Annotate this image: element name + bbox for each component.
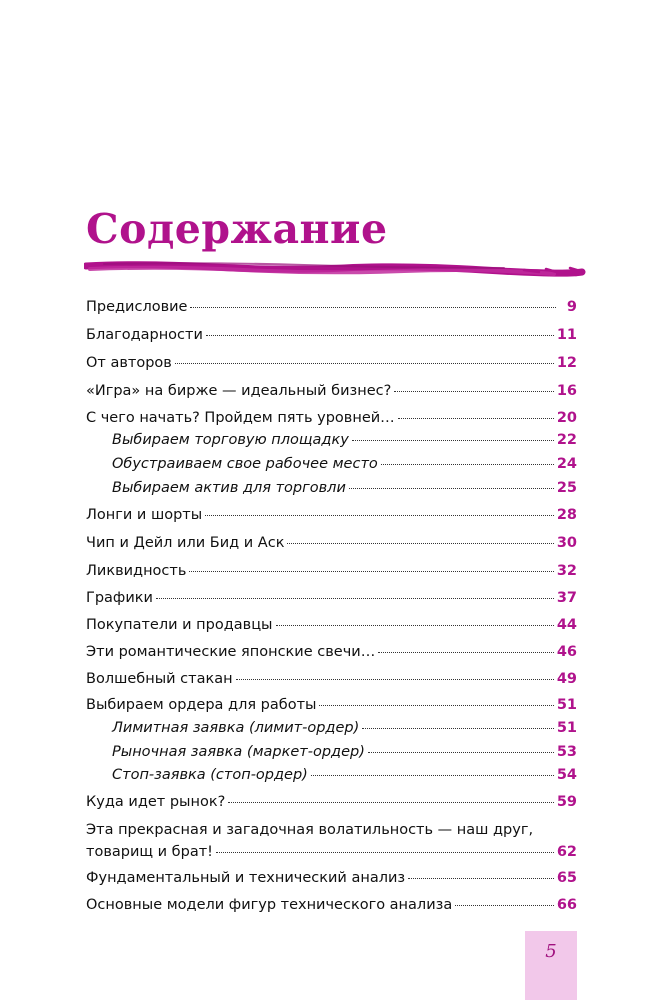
- toc-subentry[interactable]: [112, 717, 577, 739]
- toc-title: товарищ и брат!: [86, 844, 213, 860]
- toc-title: Благодарности: [86, 327, 203, 343]
- leader-dots: [190, 307, 556, 308]
- page-number: 5: [545, 941, 557, 962]
- page-number-tab: [525, 931, 577, 1000]
- toc-page: 9: [566, 299, 577, 315]
- leader-dots: [368, 752, 554, 753]
- toc-entry[interactable]: [86, 380, 577, 402]
- toc-title: Графики: [86, 590, 153, 606]
- toc-page: 16: [556, 383, 577, 399]
- leader-dots: [276, 625, 554, 626]
- toc-title: «Игра» на бирже — идеальный бизнес?: [86, 383, 392, 399]
- toc-subentry[interactable]: [112, 477, 577, 499]
- toc-subentry[interactable]: [112, 741, 577, 763]
- leader-dots: [378, 652, 554, 653]
- toc-page: 11: [556, 327, 577, 343]
- toc-title: Выбираем торговую площадку: [112, 432, 349, 448]
- toc-title: Лонги и шорты: [86, 507, 203, 523]
- page-title: Содержание: [86, 205, 388, 253]
- toc-title: Лимитная заявка (лимит-ордер): [112, 720, 360, 736]
- toc-page: 20: [556, 410, 577, 426]
- toc-title: Чип и Дейл или Бид и Аск: [86, 535, 285, 551]
- toc-entry[interactable]: [86, 532, 577, 554]
- toc-title: Основные модели фигур технического анализа: [86, 897, 453, 913]
- toc-page: 53: [556, 744, 577, 760]
- toc-title: Эти романтические японские свечи…: [86, 644, 376, 660]
- toc-page: 37: [556, 590, 577, 606]
- toc-page: 65: [556, 870, 577, 886]
- toc-page: 24: [556, 456, 577, 472]
- toc-page: 25: [556, 480, 577, 496]
- toc-page: 62: [556, 844, 577, 860]
- toc-title: Предисловие: [86, 299, 188, 315]
- toc-entry[interactable]: [86, 560, 577, 582]
- toc-entry[interactable]: [86, 587, 577, 609]
- toc-page: 51: [556, 720, 577, 736]
- leader-dots: [206, 335, 554, 336]
- leader-dots: [455, 905, 554, 906]
- leader-dots: [175, 363, 554, 364]
- toc-page: 66: [556, 897, 577, 913]
- toc-page: 46: [556, 644, 577, 660]
- toc-title: Ликвидность: [86, 563, 187, 579]
- leader-dots: [319, 705, 553, 706]
- toc-page: 32: [556, 563, 577, 579]
- toc-page: 30: [556, 535, 577, 551]
- toc-entry[interactable]: [86, 668, 577, 690]
- toc-entry[interactable]: [86, 614, 577, 636]
- toc-entry[interactable]: [86, 894, 577, 916]
- leader-dots: [189, 571, 553, 572]
- toc-title: Куда идет рынок?: [86, 794, 226, 810]
- toc-title: Покупатели и продавцы: [86, 617, 273, 633]
- toc-entry[interactable]: [86, 819, 577, 863]
- toc-entry[interactable]: [86, 407, 577, 429]
- toc-title: От авторов: [86, 355, 172, 371]
- leader-dots: [228, 802, 554, 803]
- toc-title: Стоп-заявка (стоп-ордер): [112, 767, 308, 783]
- toc-entry[interactable]: [86, 694, 577, 716]
- toc-title: Рыночная заявка (маркет-ордер): [112, 744, 365, 760]
- toc-title: Обустраиваем свое рабочее место: [112, 456, 378, 472]
- toc-page: 12: [556, 355, 577, 371]
- toc-subentry[interactable]: [112, 453, 577, 475]
- toc-entry[interactable]: [86, 352, 577, 374]
- leader-dots: [398, 418, 554, 419]
- leader-dots: [311, 775, 554, 776]
- toc-page: 59: [556, 794, 577, 810]
- toc-entry[interactable]: [86, 867, 577, 889]
- toc-page: 54: [556, 767, 577, 783]
- leader-dots: [216, 852, 554, 853]
- toc-page: 22: [556, 432, 577, 448]
- toc-subentry[interactable]: [112, 429, 577, 451]
- toc-subentry[interactable]: [112, 764, 577, 786]
- leader-dots: [349, 488, 554, 489]
- toc-entry[interactable]: [86, 324, 577, 346]
- toc-entry[interactable]: [86, 504, 577, 526]
- toc-page: 49: [556, 671, 577, 687]
- leader-dots: [205, 515, 554, 516]
- leader-dots: [362, 728, 554, 729]
- toc-page: 28: [556, 507, 577, 523]
- toc-title: Выбираем актив для торговли: [112, 480, 346, 496]
- leader-dots: [156, 598, 554, 599]
- toc-title: Волшебный стакан: [86, 671, 233, 687]
- leader-dots: [381, 464, 554, 465]
- brush-stroke-divider: [84, 258, 586, 280]
- leader-dots: [408, 878, 554, 879]
- toc-title: Фундаментальный и технический анализ: [86, 870, 406, 886]
- toc-title: Выбираем ордера для работы: [86, 697, 317, 713]
- toc-title-line1: Эта прекрасная и загадочная волатильность — наш друг,: [86, 822, 534, 838]
- leader-dots: [394, 391, 553, 392]
- toc-entry[interactable]: [86, 296, 577, 318]
- toc-entry[interactable]: [86, 791, 577, 813]
- toc-page: 44: [556, 617, 577, 633]
- leader-dots: [352, 440, 554, 441]
- leader-dots: [287, 543, 553, 544]
- toc-entry[interactable]: [86, 641, 577, 663]
- toc-title: С чего начать? Пройдем пять уровней…: [86, 410, 395, 426]
- leader-dots: [236, 679, 554, 680]
- toc-page: 51: [556, 697, 577, 713]
